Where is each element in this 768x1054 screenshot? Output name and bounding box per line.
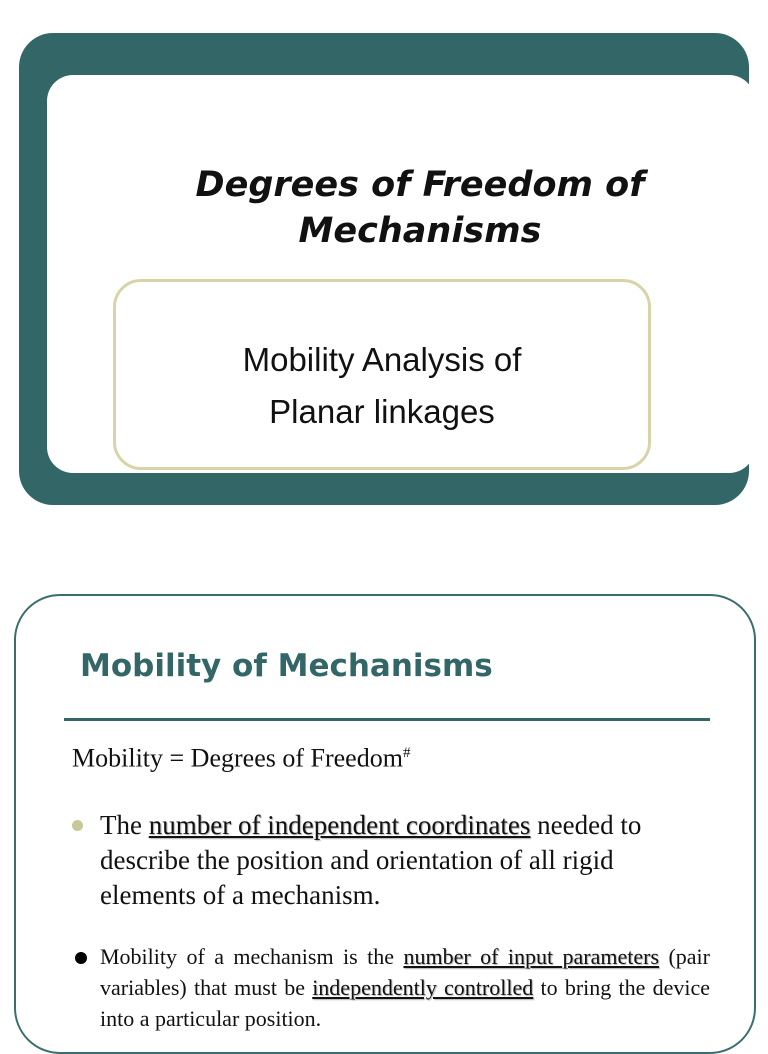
bullet-1-pre: The (100, 810, 149, 840)
content-slide-title: Mobility of Mechanisms (80, 648, 493, 684)
bullet-item-2 (100, 941, 710, 1034)
bullet-1-underlined: number of independent coordinates (148, 810, 531, 840)
bullet-2-mid: (pair variables) that must be (100, 944, 710, 1000)
subtitle-line-2: Planar linkages (269, 393, 495, 430)
subtitle-line-1: Mobility Analysis of (242, 341, 522, 378)
subtitle-text (116, 334, 648, 438)
bullet-2-underlined-2: independently controlled (312, 975, 534, 1000)
bullet-dot-icon (75, 952, 87, 964)
title-slide-heading (120, 162, 720, 254)
bullet-item-1 (100, 808, 710, 913)
subtitle-box (113, 279, 651, 470)
title-line-2: Mechanisms (298, 211, 542, 251)
bullet-dot-icon (72, 820, 83, 831)
mobility-equation-text: Mobility = Degrees of Freedom (72, 743, 403, 773)
mobility-equation (72, 734, 410, 778)
bullet-1-post: needed to describe the position and orientation of all rigid elements of a mechanism. (100, 810, 642, 910)
bullet-2-underlined-1: number of input parameters (403, 944, 660, 969)
title-divider (64, 718, 710, 721)
equation-superscript: # (402, 745, 411, 761)
bullet-2-pre: Mobility of a mechanism is the (100, 944, 404, 969)
bullet-2-post: to bring the device into a particular position. (100, 975, 710, 1031)
title-line-1: Degrees of Freedom of (195, 165, 645, 205)
